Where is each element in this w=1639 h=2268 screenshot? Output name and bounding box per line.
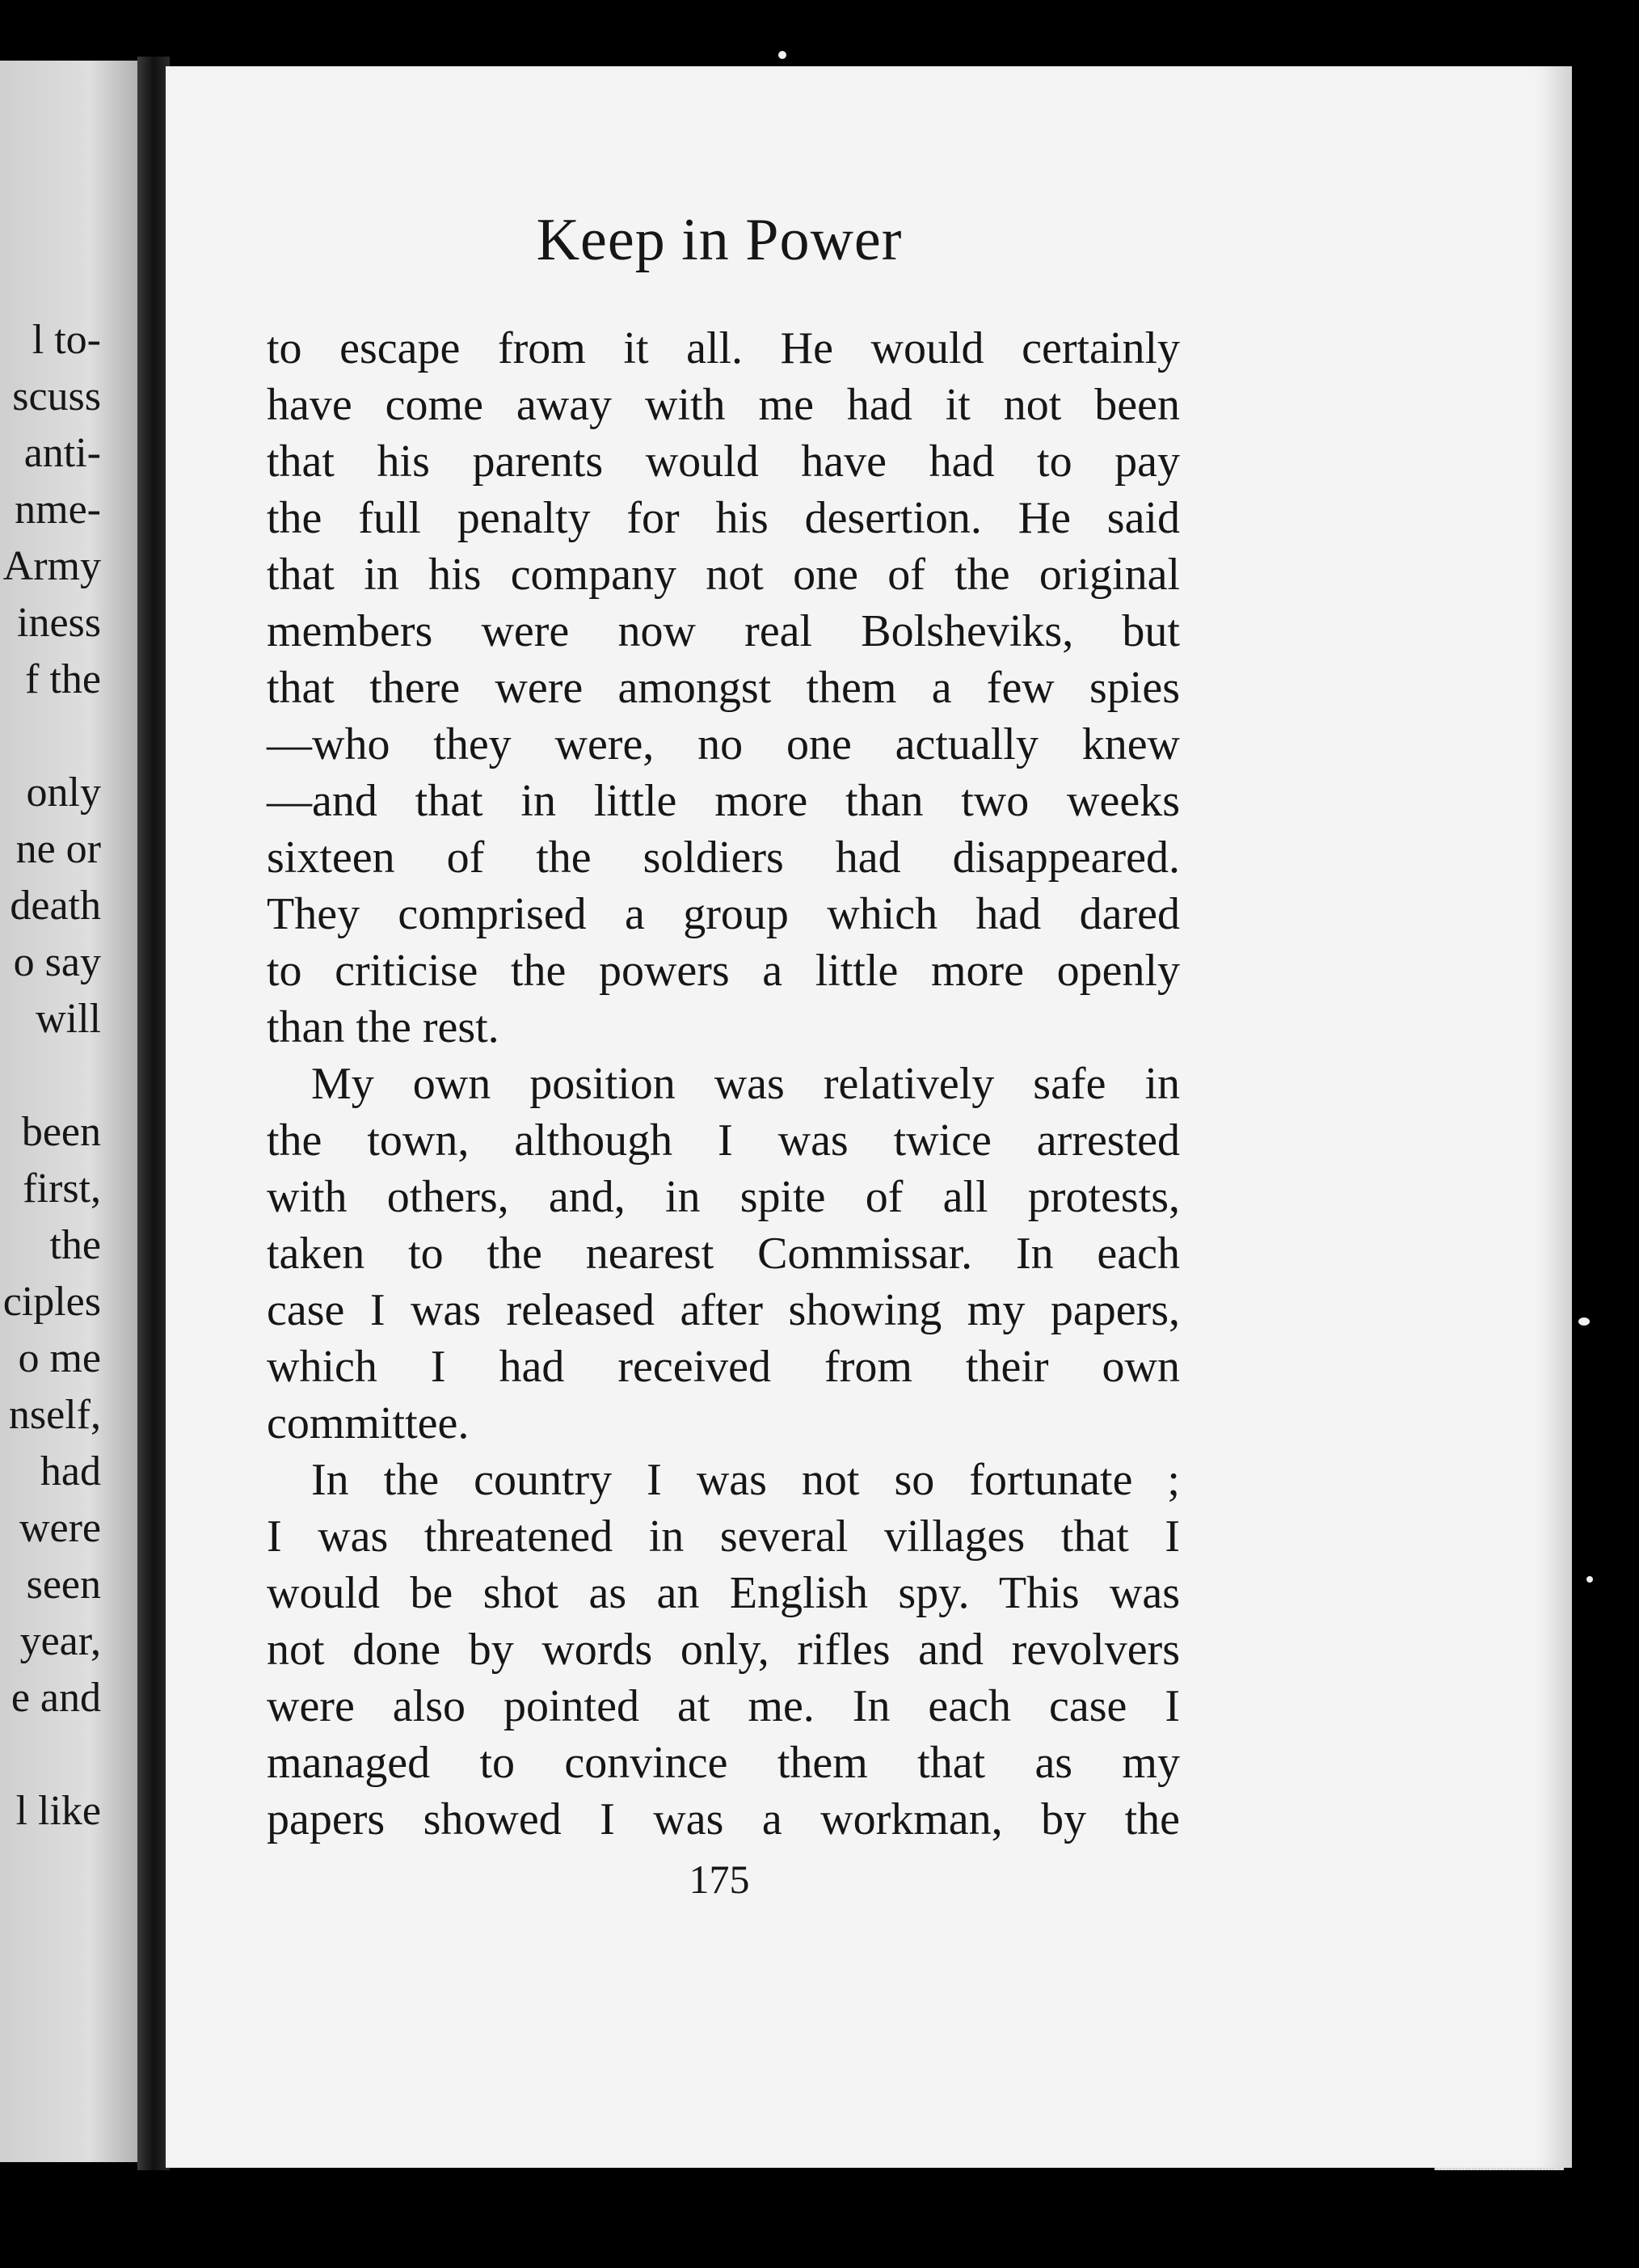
facing-page-line: death xyxy=(10,883,101,929)
text-line: papers showed I was a workman, by the xyxy=(267,1794,1180,1844)
facing-page-line: the xyxy=(49,1222,101,1268)
text-line: taken to the nearest Commissar. In each xyxy=(267,1229,1180,1279)
text-line: than the rest. xyxy=(267,1002,499,1052)
text-line: were also pointed at me. In each case I xyxy=(267,1681,1180,1731)
facing-page-line: first, xyxy=(23,1166,101,1212)
facing-page-line: will xyxy=(36,996,101,1042)
facing-page-line: f the xyxy=(25,656,101,702)
scan-speck xyxy=(1586,1576,1593,1583)
text-line: sixteen of the soldiers had disappeared. xyxy=(267,833,1180,883)
facing-page-line: Army xyxy=(2,543,101,589)
scan-speck xyxy=(778,51,786,59)
text-line: to criticise the powers a little more openly xyxy=(267,946,1180,996)
facing-page-line: been xyxy=(21,1109,101,1155)
facing-page-line: year, xyxy=(19,1618,101,1664)
facing-page-line: only xyxy=(26,769,101,816)
book-gutter xyxy=(137,57,170,2170)
text-line: members were now real Bolsheviks, but xyxy=(267,606,1180,656)
text-line: would be shot as an English spy. This was xyxy=(267,1568,1180,1618)
text-line: committee. xyxy=(267,1398,470,1448)
text-line: have come away with me had it not been xyxy=(267,380,1180,430)
text-line: —who they were, no one actually knew xyxy=(267,719,1180,769)
facing-page-line: e and xyxy=(11,1675,101,1721)
running-head: Keep in Power xyxy=(536,207,903,273)
facing-page-fragment xyxy=(0,61,150,2162)
facing-page-line: ne or xyxy=(15,826,101,872)
facing-page-line: nme- xyxy=(15,487,101,533)
facing-page-line: seen xyxy=(26,1562,101,1608)
text-line: to escape from it all. He would certainly xyxy=(267,323,1180,373)
facing-page-line: o say xyxy=(13,939,101,985)
facing-page-line: l to- xyxy=(32,317,101,363)
text-line: that his parents would have had to pay xyxy=(267,436,1180,487)
facing-page-line: nself, xyxy=(8,1392,101,1438)
text-line: with others, and, in spite of all protests, xyxy=(267,1172,1180,1222)
text-line: My own position was relatively safe in xyxy=(311,1059,1180,1109)
text-line: case I was released after showing my papers, xyxy=(267,1285,1180,1335)
text-line: —and that in little more than two weeks xyxy=(267,776,1180,826)
facing-page-line: iness xyxy=(17,600,101,646)
scan-speck xyxy=(1578,1317,1590,1326)
facing-page-line: o me xyxy=(18,1335,101,1381)
text-line: the full penalty for his desertion. He said xyxy=(267,493,1180,543)
facing-page-line: scuss xyxy=(12,373,101,419)
text-line: that there were amongst them a few spies xyxy=(267,663,1180,713)
text-line: the town, although I was twice arrested xyxy=(267,1115,1180,1166)
text-line: In the country I was not so fortunate ; xyxy=(311,1455,1180,1505)
page-number: 175 xyxy=(689,1857,750,1902)
text-line: managed to convince them that as my xyxy=(267,1738,1180,1788)
facing-page-line: ciples xyxy=(2,1279,101,1325)
text-line: which I had received from their own xyxy=(267,1342,1180,1392)
text-line: They comprised a group which had dared xyxy=(267,889,1180,939)
text-line: I was threatened in several villages that I xyxy=(267,1511,1180,1562)
facing-page-line: had xyxy=(40,1448,101,1494)
facing-page-line: l like xyxy=(15,1788,101,1834)
facing-page-line: were xyxy=(19,1505,101,1551)
facing-page-line: anti- xyxy=(23,430,101,476)
text-line: not done by words only, rifles and revolvers xyxy=(267,1625,1180,1675)
text-line: that in his company not one of the original xyxy=(267,550,1180,600)
